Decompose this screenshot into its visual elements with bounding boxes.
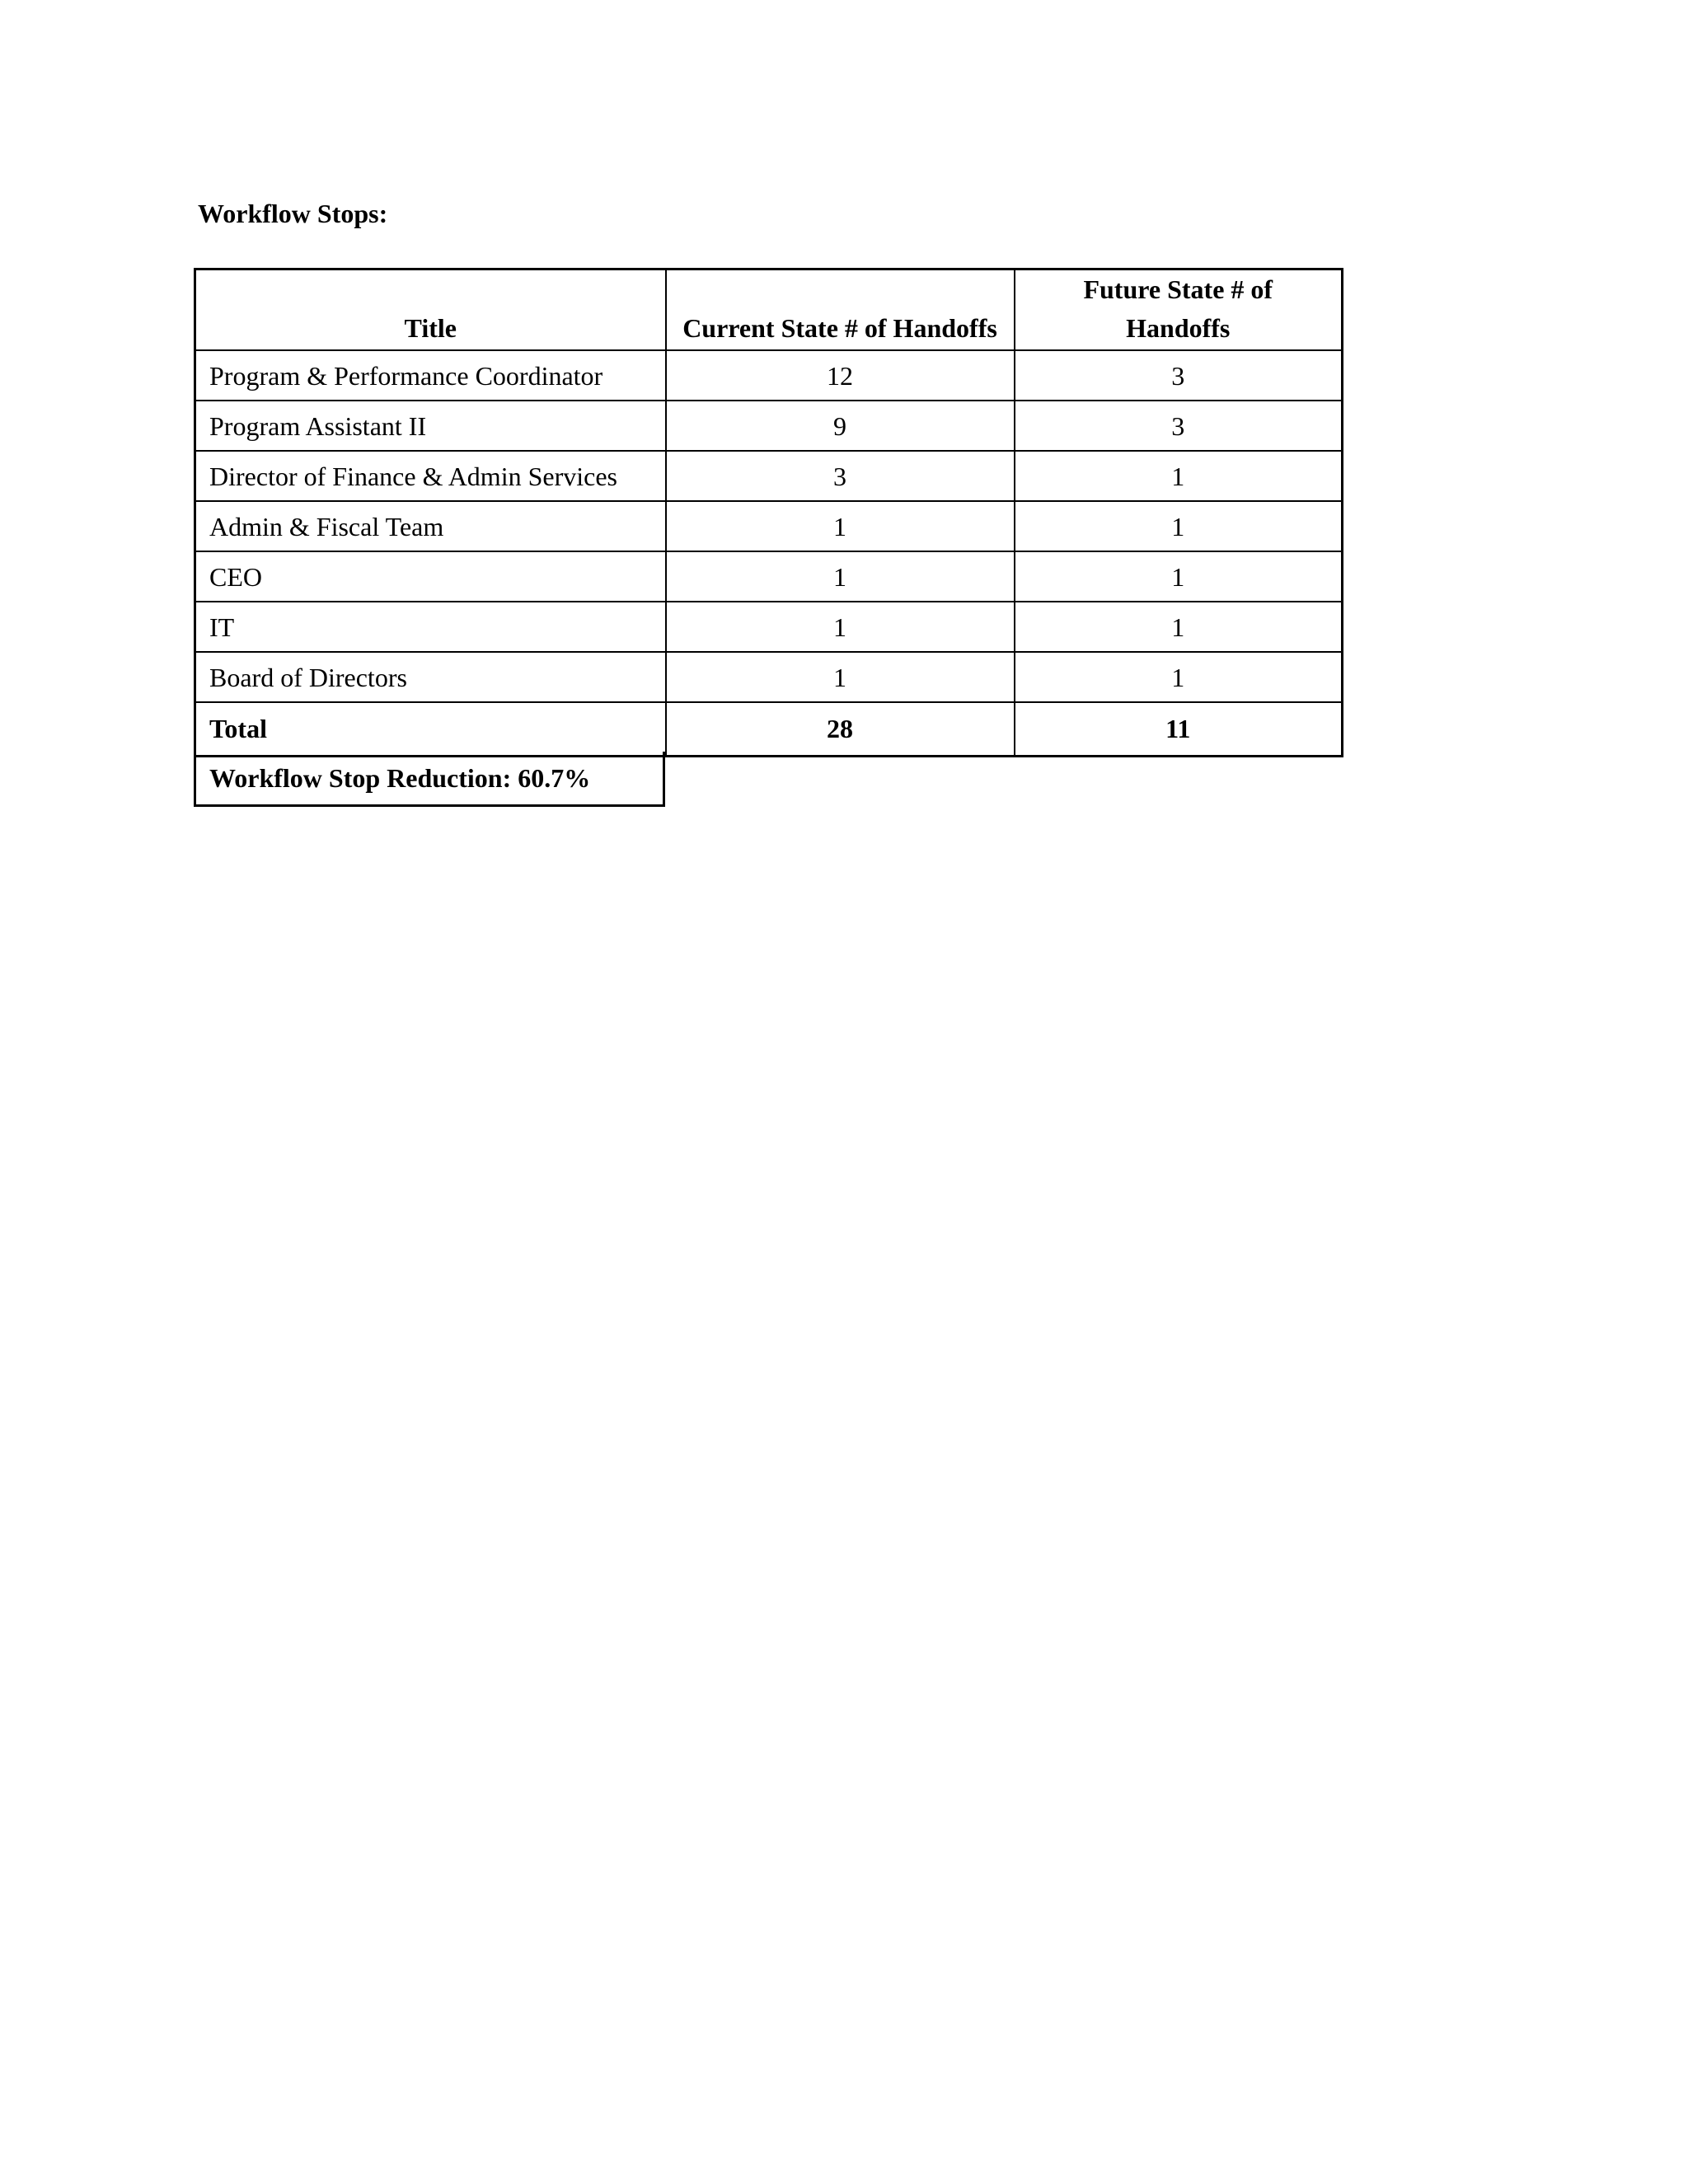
column-header-future-line2: Handoffs — [1126, 313, 1231, 343]
table-row — [195, 451, 1343, 501]
row-title-cell: IT — [195, 602, 666, 652]
row-title-cell: Program Assistant II — [195, 401, 666, 451]
row-current-cell: 1 — [666, 602, 1015, 652]
reduction-summary: Workflow Stop Reduction: 60.7% — [194, 752, 665, 807]
row-future-cell: 1 — [1015, 451, 1343, 501]
workflow-stops-table — [194, 268, 1343, 757]
row-title-cell: Director of Finance & Admin Services — [195, 451, 666, 501]
row-future-cell: 1 — [1015, 551, 1343, 602]
table-header-row — [195, 269, 1343, 351]
row-future-cell: 3 — [1015, 401, 1343, 451]
row-current-cell: 1 — [666, 501, 1015, 551]
table-row — [195, 350, 1343, 401]
table-row — [195, 501, 1343, 551]
total-current: 28 — [666, 702, 1015, 756]
table-row — [195, 602, 1343, 652]
row-future-cell: 1 — [1015, 602, 1343, 652]
total-label: Total — [195, 702, 666, 756]
row-current-cell: 9 — [666, 401, 1015, 451]
total-future: 11 — [1015, 702, 1343, 756]
section-heading: Workflow Stops: — [198, 199, 388, 228]
row-title-cell: Admin & Fiscal Team — [195, 501, 666, 551]
row-future-cell: 1 — [1015, 652, 1343, 702]
row-current-cell: 3 — [666, 451, 1015, 501]
row-future-cell: 1 — [1015, 501, 1343, 551]
column-header-title: Title — [195, 269, 666, 351]
row-title-cell: CEO — [195, 551, 666, 602]
column-header-future-line1: Future State # of — [1083, 274, 1273, 304]
column-header-future-handoffs — [1015, 269, 1343, 351]
row-title-cell: Board of Directors — [195, 652, 666, 702]
row-future-cell: 3 — [1015, 350, 1343, 401]
row-title-cell: Program & Performance Coordinator — [195, 350, 666, 401]
total-row — [195, 702, 1343, 756]
row-current-cell: 1 — [666, 551, 1015, 602]
row-current-cell: 1 — [666, 652, 1015, 702]
row-current-cell: 12 — [666, 350, 1015, 401]
table-row — [195, 401, 1343, 451]
table-row — [195, 551, 1343, 602]
table-row — [195, 652, 1343, 702]
column-header-current-handoffs: Current State # of Handoffs — [666, 269, 1015, 351]
